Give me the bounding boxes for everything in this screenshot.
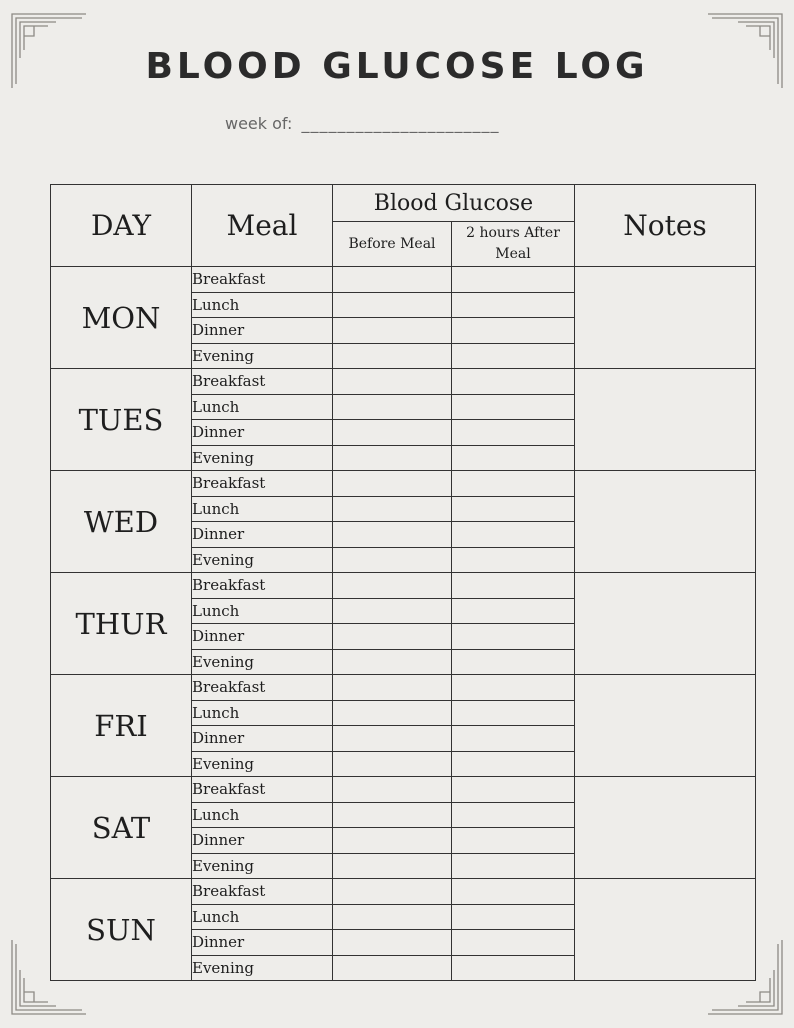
after-meal-cell[interactable] [452,522,575,548]
meal-label: Evening [192,649,333,675]
before-meal-cell[interactable] [333,598,452,624]
week-of-label: week of: [225,114,293,133]
before-meal-cell[interactable] [333,675,452,701]
after-meal-cell[interactable] [452,955,575,981]
after-meal-cell[interactable] [452,649,575,675]
meal-label: Dinner [192,930,333,956]
after-meal-cell[interactable] [452,445,575,471]
after-meal-cell[interactable] [452,394,575,420]
after-meal-cell[interactable] [452,547,575,573]
meal-label: Evening [192,751,333,777]
meal-label: Evening [192,445,333,471]
before-meal-cell[interactable] [333,267,452,293]
week-of-blank[interactable]: ______________________ [301,114,500,133]
after-meal-cell[interactable] [452,802,575,828]
before-meal-cell[interactable] [333,573,452,599]
after-meal-cell[interactable] [452,292,575,318]
table-row [51,369,756,395]
header-before-meal: Before Meal [333,222,452,267]
before-meal-cell[interactable] [333,904,452,930]
meal-label: Lunch [192,598,333,624]
table-row [51,573,756,599]
header-notes: Notes [575,185,756,267]
meal-label: Lunch [192,904,333,930]
week-of-field[interactable] [225,114,499,133]
meal-label: Lunch [192,496,333,522]
after-meal-cell[interactable] [452,828,575,854]
before-meal-cell[interactable] [333,394,452,420]
day-label: WED [51,471,192,573]
table-row [51,267,756,293]
meal-label: Breakfast [192,369,333,395]
day-label: MON [51,267,192,369]
meal-label: Breakfast [192,675,333,701]
header-day: DAY [51,185,192,267]
after-meal-cell[interactable] [452,369,575,395]
header-meal: Meal [192,185,333,267]
after-meal-cell[interactable] [452,343,575,369]
meal-label: Lunch [192,700,333,726]
table-row [51,471,756,497]
notes-cell[interactable] [575,879,756,981]
after-meal-cell[interactable] [452,930,575,956]
before-meal-cell[interactable] [333,853,452,879]
meal-label: Evening [192,955,333,981]
after-meal-cell[interactable] [452,420,575,446]
after-meal-cell[interactable] [452,624,575,650]
before-meal-cell[interactable] [333,420,452,446]
before-meal-cell[interactable] [333,369,452,395]
after-meal-cell[interactable] [452,700,575,726]
before-meal-cell[interactable] [333,828,452,854]
before-meal-cell[interactable] [333,802,452,828]
notes-cell[interactable] [575,267,756,369]
meal-label: Breakfast [192,471,333,497]
meal-label: Dinner [192,522,333,548]
meal-label: Evening [192,547,333,573]
meal-label: Lunch [192,394,333,420]
after-meal-cell[interactable] [452,853,575,879]
day-label: SUN [51,879,192,981]
glucose-log-table [50,184,756,981]
table-row [51,879,756,905]
after-meal-cell[interactable] [452,598,575,624]
day-label: THUR [51,573,192,675]
before-meal-cell[interactable] [333,292,452,318]
day-label: SAT [51,777,192,879]
meal-label: Breakfast [192,777,333,803]
before-meal-cell[interactable] [333,930,452,956]
before-meal-cell[interactable] [333,445,452,471]
header-blood-glucose: Blood Glucose [333,185,575,222]
meal-label: Lunch [192,292,333,318]
after-meal-cell[interactable] [452,573,575,599]
after-meal-cell[interactable] [452,726,575,752]
page-title: BLOOD GLUCOSE LOG [145,46,649,87]
day-label: FRI [51,675,192,777]
before-meal-cell[interactable] [333,955,452,981]
after-meal-cell[interactable] [452,496,575,522]
after-meal-cell[interactable] [452,777,575,803]
meal-label: Dinner [192,726,333,752]
notes-cell[interactable] [575,369,756,471]
header-after-meal: 2 hours After Meal [452,222,575,267]
before-meal-cell[interactable] [333,726,452,752]
meal-label: Evening [192,853,333,879]
notes-cell[interactable] [575,675,756,777]
meal-label: Dinner [192,318,333,344]
meal-label: Breakfast [192,573,333,599]
meal-label: Dinner [192,624,333,650]
log-body [51,267,756,981]
meal-label: Lunch [192,802,333,828]
before-meal-cell[interactable] [333,471,452,497]
after-meal-cell[interactable] [452,471,575,497]
table-row [51,777,756,803]
after-meal-cell[interactable] [452,318,575,344]
after-meal-cell[interactable] [452,751,575,777]
after-meal-cell[interactable] [452,267,575,293]
notes-cell[interactable] [575,573,756,675]
after-meal-cell[interactable] [452,675,575,701]
before-meal-cell[interactable] [333,649,452,675]
before-meal-cell[interactable] [333,700,452,726]
before-meal-cell[interactable] [333,879,452,905]
before-meal-cell[interactable] [333,624,452,650]
before-meal-cell[interactable] [333,751,452,777]
notes-cell[interactable] [575,777,756,879]
before-meal-cell[interactable] [333,318,452,344]
before-meal-cell[interactable] [333,496,452,522]
before-meal-cell[interactable] [333,547,452,573]
before-meal-cell[interactable] [333,777,452,803]
table-row [51,675,756,701]
notes-cell[interactable] [575,471,756,573]
day-label: TUES [51,369,192,471]
after-meal-cell[interactable] [452,879,575,905]
meal-label: Breakfast [192,267,333,293]
meal-label: Dinner [192,420,333,446]
meal-label: Breakfast [192,879,333,905]
meal-label: Dinner [192,828,333,854]
before-meal-cell[interactable] [333,343,452,369]
before-meal-cell[interactable] [333,522,452,548]
meal-label: Evening [192,343,333,369]
after-meal-cell[interactable] [452,904,575,930]
